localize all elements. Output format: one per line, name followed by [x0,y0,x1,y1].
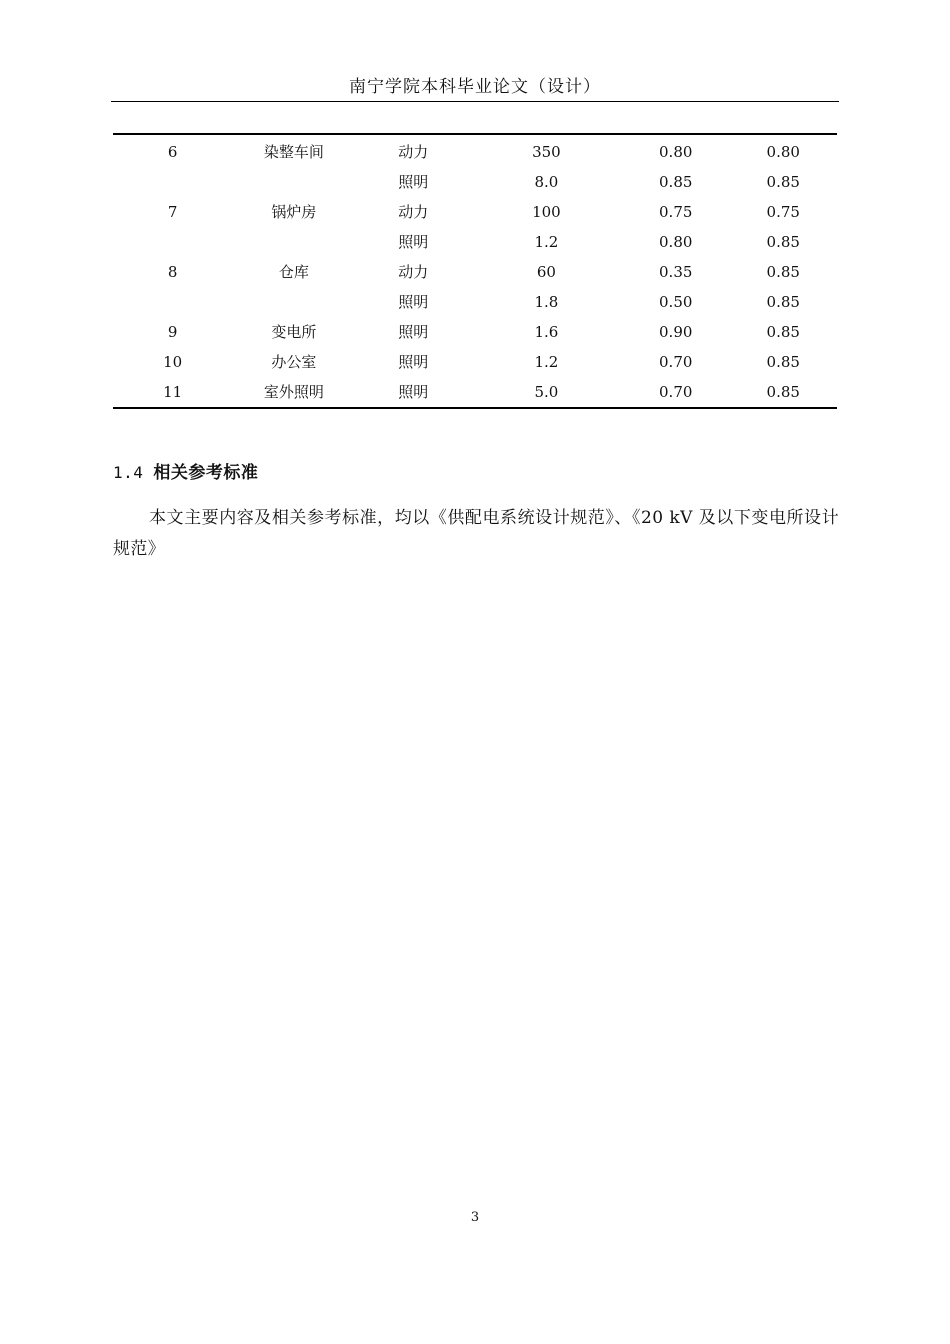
row-number-cell: 10 [163,353,183,371]
table-row [113,377,837,408]
body-paragraph: 本文主要内容及相关参考标准，均以《供配电系统设计规范》、《20 kV 及以下变电所设计规范》 [113,508,839,559]
rated-power-cell: 1.8 [534,293,559,311]
demand-factor-cell: 0.50 [659,293,693,311]
load-type-cell: 照明 [398,233,429,251]
power-factor-cell: 0.80 [766,143,800,161]
workshop-name-cell: 染整车间 [263,143,324,161]
workshop-name-cell: 仓库 [278,263,309,281]
workshop-name-cell: 室外照明 [263,383,324,401]
row-number-cell: 8 [167,263,178,281]
load-table-body [113,134,837,408]
power-factor-cell: 0.75 [766,203,800,221]
demand-factor-cell: 0.70 [659,383,693,401]
rated-power-cell: 1.2 [534,353,559,371]
table-row [113,347,837,377]
table-row [113,257,837,287]
section-heading [113,458,258,488]
load-type-cell: 照明 [398,353,429,371]
power-factor-cell: 0.85 [766,173,800,191]
load-type-cell: 照明 [398,323,429,341]
demand-factor-cell: 0.35 [659,263,693,281]
rated-power-cell: 100 [532,203,561,221]
row-number-cell [113,227,232,257]
section-title: 相关参考标准 [153,463,259,483]
workshop-name-cell [232,287,355,317]
table-row [113,197,837,227]
table-row [113,134,837,167]
load-type-cell: 照明 [398,173,429,191]
load-type-cell: 照明 [398,383,429,401]
row-number-cell: 11 [163,383,183,401]
load-type-cell: 动力 [398,143,429,161]
load-type-cell: 动力 [398,263,429,281]
row-number-cell: 7 [167,203,178,221]
rated-power-cell: 1.2 [534,233,559,251]
page-number: 3 [470,1210,480,1225]
rated-power-cell: 1.6 [534,323,559,341]
power-factor-cell: 0.85 [766,353,800,371]
demand-factor-cell: 0.70 [659,353,693,371]
table-row [113,287,837,317]
table-row [113,227,837,257]
demand-factor-cell: 0.80 [659,143,693,161]
row-number-cell [113,167,232,197]
row-number-cell [113,287,232,317]
demand-factor-cell: 0.75 [659,203,693,221]
demand-factor-cell: 0.90 [659,323,693,341]
workshop-name-cell: 办公室 [271,353,317,371]
power-factor-cell: 0.85 [766,293,800,311]
load-type-cell: 动力 [398,203,429,221]
power-factor-cell: 0.85 [766,323,800,341]
row-number-cell: 6 [167,143,178,161]
header-rule [111,101,839,102]
power-factor-cell: 0.85 [766,383,800,401]
row-number-cell: 9 [167,323,178,341]
workshop-name-cell: 锅炉房 [271,203,317,221]
load-type-cell: 照明 [398,293,429,311]
workshop-name-cell [232,227,355,257]
workshop-name-cell: 变电所 [271,323,317,341]
rated-power-cell: 8.0 [534,173,559,191]
workshop-name-cell [232,167,355,197]
rated-power-cell: 60 [536,263,556,281]
power-factor-cell: 0.85 [766,263,800,281]
section-number: 1.4 [113,463,144,482]
load-table [113,133,837,409]
table-row [113,167,837,197]
demand-factor-cell: 0.85 [659,173,693,191]
table-row [113,317,837,347]
page-header: 南宁学院本科毕业论文（设计） [349,77,601,97]
power-factor-cell: 0.85 [766,233,800,251]
rated-power-cell: 5.0 [534,383,559,401]
rated-power-cell: 350 [532,143,561,161]
demand-factor-cell: 0.80 [659,233,693,251]
